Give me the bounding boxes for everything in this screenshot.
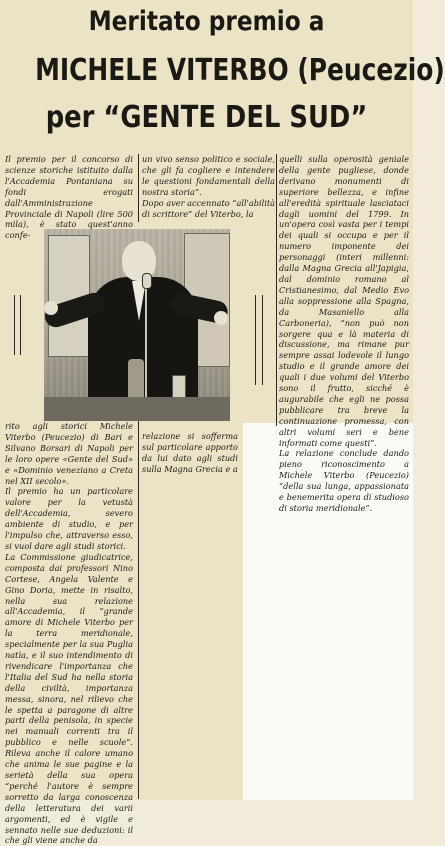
article-column-1-bottom: rito agli storici Michele Viterbo (Peucezio) di Bari e Silvano Borsari di Napoli per le loro opere «Gente del Sud» e «Dominio veneziano a Creta nel XII secolo». Il premio ha un particolare valore per la vetustà dell'Accademia, severo ambiente di studio, e per l'impulso che, attraverso esso, si vuol dare agli studi storici. La Commissione giudicatrice, composta dai professori Nino Cortese, Angela Valente e Gino Doria, mette in risalto, nella sua relazione all'Accademia, il “grande amore di Michele Viterbo per la terra meridionale, specialmente per la sua Puglia natìa, e il suo intendimento di rivendicare l'importanza che l'Italia del Sud ha nella storia della civiltà, importanza messa, sinora, nel rilievo che le spetta a paragone di altre parti della penisola, in specie nei manuali correnti tra il pubblico e nelle scuole”. Rileva anche il calore umano che anima le sue pagine e la serietà della sua opera “perché l'autore è sempre sorretto da larga conoscenza della letteratura dei varii argomenti, ed è vigile e sennato nelle sue deduzioni: il che gli viene anche da xyxy=(5,421,133,846)
article-column-2-top: un vivo senso politico e sociale, che gli fa cogliere e intendere le questioni fondamentali della nostra storia”. Dopo aver accennato “all'abilità di scrittore” del Viterbo, la xyxy=(142,154,275,219)
article-column-1-top: Il premio per il concorso di scienze storiche istituito dalla l'Accademia Pontaniana su fondi erogati dall'Amministrazione Provinciale di Napoli (lire 500 mila), è stato quest'anno confe- xyxy=(5,154,133,241)
headline-line-2: MICHELE VITERBO (Peucezio) xyxy=(35,53,445,88)
article-column-3: quelli sulla operosità geniale della gente pugliese, donde derivano monumenti di superiore bellezza, e infine all'eredità spirituale lasciataci dagli uomini del 1799. In un'opera così vasta per i tempi dei quali si occupa e per il numero imponente dei personaggi (interi millenni: dalla Magna Grecia all'Japigia, dal dominio romano al Cristianesimo, dal Medio Evo alla soppressione alla Spagna, da Masaniello alla Carboneria), “non può non sorgere qua e là materia di discussione, ma rimane pur sempre assai lodevole il lungo studio e il grande amore dei quali i due volumi del Viterbo sono il frutto, sicché è augurabile che egli ne possa pubblicare tra breve la continuazione promessa, con altri volumi seri e bene informati come questi”. La relazione conclude dando pieno riconoscimento a Michele Viterbo (Peucezio) “della sua lunga, appassionata e benemerita opera di studioso di storia meridionale”. xyxy=(279,154,409,513)
headline-line-3: per “GENTE DEL SUD” xyxy=(45,100,368,135)
decorative-rule xyxy=(20,295,21,355)
headline-line-1: Meritato premio a xyxy=(88,6,325,37)
decorative-rule xyxy=(262,295,263,385)
column-rule xyxy=(276,154,277,426)
decorative-rule xyxy=(255,295,256,385)
microphone-icon xyxy=(142,273,152,289)
article-column-2-bottom: relazione si sofferma sul particolare apporto da lui dato agli studi sulla Magna Grecia e a xyxy=(142,431,238,474)
decorative-rule xyxy=(14,295,15,355)
article-photo xyxy=(44,229,230,421)
column-rule xyxy=(138,421,139,799)
column-rule xyxy=(138,154,139,222)
